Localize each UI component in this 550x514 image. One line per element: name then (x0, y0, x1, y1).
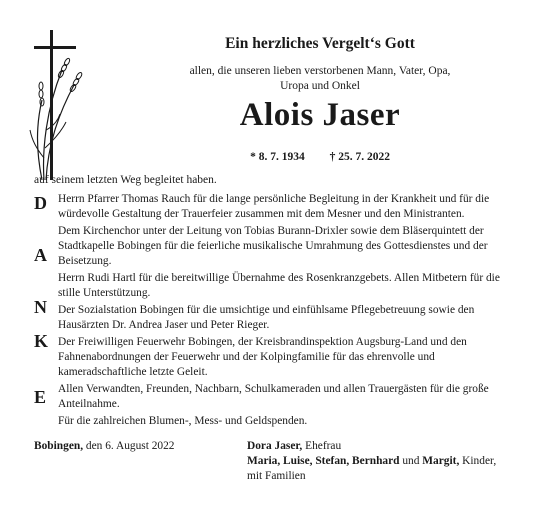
intro-line: Uropa und Onkel (280, 80, 360, 92)
intro-line: allen, die unseren lieben verstorbenen Mann, Vater, Opa, (189, 65, 451, 77)
thanks-paragraph: Allen Verwandten, Freunden, Nachbarn, Schulkameraden und allen Trauergästen für die große Anteilnahme. (58, 383, 489, 410)
thanks-paragraph: Der Freiwilligen Feuerwehr Bobingen, der Kreisbrandinspektion Augsburg-Land und den Fahnenabordnungen der Feuerwehr und der Kolpingfamilie für das ehrenvolle und kameradschaftliche letzte Geleit. (58, 336, 467, 378)
dank-letter-k: K (34, 331, 49, 351)
child-last-name: Margit, (422, 455, 460, 467)
children-role: Kinder, (459, 455, 497, 467)
signer-spouse (247, 439, 524, 454)
notice-heading: Ein herzliches Vergelt‘s Gott (225, 35, 415, 52)
intro-text (110, 64, 530, 94)
dank-letter-n: N (34, 297, 47, 317)
thanks-paragraph: Dem Kirchenchor unter der Leitung von Tobias Burann-Drixler sowie dem Bläserquintett der Stadtkapelle Bobingen für die feierliche musikalische Umrahmung des Gottesdienstes und der Beisetzung. (58, 225, 488, 267)
thanks-paragraphs (58, 192, 524, 431)
deceased-name: Alois Jaser (239, 97, 401, 133)
thanks-paragraph: Herrn Pfarrer Thomas Rauch für die lange persönliche Begleitung in der Krankheit und für die würdevolle Gestaltung der Trauerfeier zusammen mit dem Mesner und den Ministranten. (58, 193, 490, 220)
signer-spouse-role: Ehefrau (302, 440, 342, 452)
dank-letters (34, 192, 58, 431)
thanks-paragraph: Herrn Rudi Hartl für die bereitwillige Übernahme des Rosenkranzgebets. Allen Mitbetern für die stille Unterstützung. (58, 272, 500, 299)
signer-children (247, 454, 524, 469)
date: den 6. August 2022 (83, 440, 175, 452)
families-line: mit Familien (247, 470, 306, 482)
dank-letter-a: A (34, 245, 47, 265)
signer-spouse-name: Dora Jaser, (247, 440, 303, 452)
death-date: † 25. 7. 2022 (329, 151, 390, 163)
thanks-section (34, 192, 524, 431)
thanks-paragraph: Der Sozialstation Bobingen für die umsichtige und einfühlsame Pflegebetreuung sowie den Hausärzten Dr. Andrea Jaser und Peter Rieger. (58, 304, 475, 331)
place: Bobingen, (34, 440, 84, 452)
signers (247, 439, 524, 484)
place-date (34, 439, 175, 454)
escort-line: auf seinem letzten Weg begleitet haben. (34, 174, 217, 186)
cross-with-wheat-icon (28, 30, 88, 180)
thanks-paragraph: Für die zahlreichen Blumen-, Mess- und Geldspenden. (58, 415, 308, 427)
birth-date: * 8. 7. 1934 (250, 151, 305, 163)
dank-letter-d: D (34, 193, 47, 213)
and-word: und (399, 455, 423, 467)
life-dates (110, 151, 530, 163)
dank-letter-e: E (34, 387, 47, 407)
children-names: Maria, Luise, Stefan, Bernhard (247, 455, 400, 467)
